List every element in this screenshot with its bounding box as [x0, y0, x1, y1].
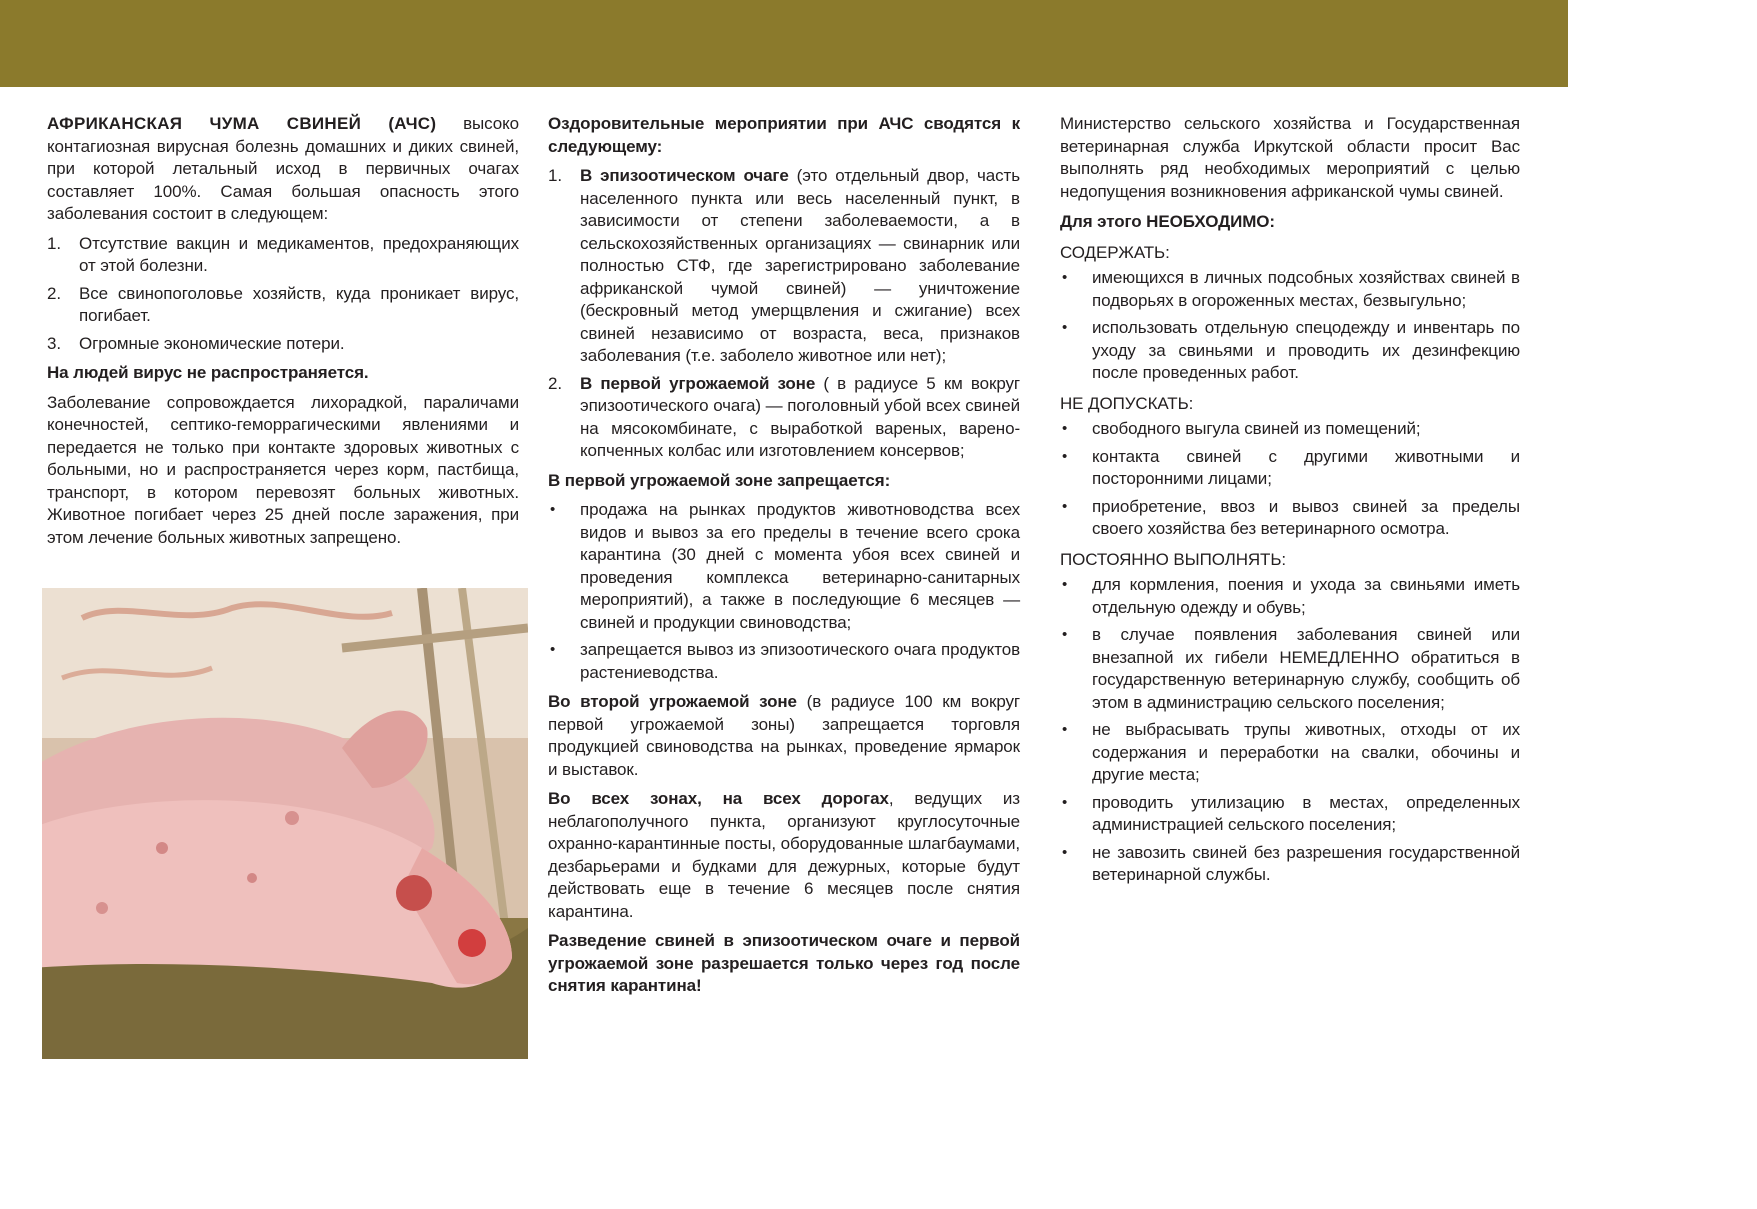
list-number: 2.: [47, 283, 61, 303]
pigs-photo: [42, 588, 528, 1059]
deny-title: НЕ ДОПУСКАТЬ:: [1060, 393, 1194, 413]
breeding-note: Разведение свиней в эпизоотическом очаге и первой угрожаемой зоне разрешается только через год после снятия карантина!: [548, 931, 1020, 995]
list-item: [47, 233, 519, 278]
list-item: [1060, 842, 1520, 887]
list-bold: В эпизоотическом очаге: [580, 166, 789, 185]
list-text: свободного выгула свиней из помещений;: [1092, 419, 1421, 438]
list-item: [47, 333, 519, 356]
bullet-icon: •: [1062, 626, 1068, 643]
zone2-paragraph: [548, 691, 1020, 781]
zone1-list: [548, 499, 1020, 684]
keep-list: [1060, 267, 1520, 385]
bullet-icon: •: [1062, 721, 1068, 738]
list-text: для кормления, поения и ухода за свиньями иметь отдельную одежду и обувь;: [1092, 575, 1520, 617]
pigs-photo-icon: [42, 588, 528, 1059]
list-number: 1.: [47, 233, 61, 253]
list-item: [548, 373, 1020, 463]
list-text: имеющихся в личных подсобных хозяйствах свиней в подворьях в огороженных местах, безвыгульно;: [1092, 268, 1520, 310]
list-text: в случае появления заболевания свиней или внезапной их гибели НЕМЕДЛЕННО обратиться в государственную ветеринарную службу, сообщить об этом в администрацию сельского поселения;: [1092, 625, 1520, 712]
zone1-title: В первой угрожаемой зоне запрещается:: [548, 470, 891, 490]
list-item: [1060, 446, 1520, 491]
column-3: [1060, 113, 1520, 894]
list-number: 1.: [548, 166, 562, 185]
bullet-icon: •: [1062, 319, 1068, 336]
no-humans-note: На людей вирус не распространяется.: [47, 363, 369, 382]
allzones-bold: Во всех зонах, на всех дорогах: [548, 789, 889, 808]
list-item: [548, 499, 1020, 634]
list-item: [1060, 496, 1520, 541]
list-text: Огромные экономические потери.: [79, 333, 345, 353]
zone2-bold: Во второй угрожаемой зоне: [548, 692, 797, 711]
bullet-icon: •: [1062, 793, 1068, 811]
list-text: проводить утилизацию в местах, определенных администрацией сельского поселения;: [1092, 792, 1520, 834]
list-item: [1060, 418, 1520, 441]
list-item: [548, 165, 1020, 368]
list-item: [1060, 267, 1520, 312]
bullet-icon: •: [1062, 269, 1068, 286]
list-bold: В первой угрожаемой зоне: [580, 373, 816, 393]
list-text: не выбрасывать трупы животных, отходы от их содержания и переработки на свалки, обочины и другие места;: [1092, 720, 1520, 784]
list-item: [1060, 317, 1520, 385]
list-item: [1060, 719, 1520, 787]
list-text: Все свинопоголовье хозяйств, куда проникает вирус, погибает.: [79, 283, 519, 325]
list-text: использовать отдельную спецодежду и инвентарь по уходу за свиньями и проводить их дезинфекцию после проведенных работ.: [1092, 318, 1520, 382]
list-text: (это отдельный двор, часть населенного пункта или весь населенный пункт, в зависимости от степени заболеваемости, а в сельскохозяйственных организациях — свинарник или полностью СТФ, где зарегистрировано заболевание африканской чумой свиней) — уничтожение (бескровный метод умерщвления и сжигание) всех свиней независимо от возраста, веса, признаков заболевания (т.е. заболело животное или нет);: [580, 166, 1020, 365]
list-item: [47, 283, 519, 328]
allzones-text: , ведущих из неблагополучного пункта, организуют круглосуточные охранно-карантинные посты, оборудованные шлагбаумами, дезбарьерами и будками для дежурных, которые будут действовать еще в течение 6 месяцев после снятия карантина.: [548, 789, 1020, 921]
intro-text: высоко контагиозная вирусная болезнь домашних и диких свиней, при которой летальный исход в первичных очагах составляет 100%. Самая большая опасность этого заболевания состоит в следующем:: [47, 114, 519, 223]
list-item: [1060, 792, 1520, 837]
bullet-icon: •: [550, 501, 556, 518]
bullet-icon: •: [1062, 497, 1068, 515]
list-text: не завозить свиней без разрешения государственной ветеринарной службы.: [1092, 842, 1520, 884]
bullet-icon: •: [550, 641, 556, 658]
ministry-intro: Министерство сельского хозяйства и Государственная ветеринарная служба Иркутской области просит Вас выполнять ряд необходимых мероприятий с целью недопущения возникновения африканской чумы свиней.: [1060, 114, 1520, 201]
list-text: Отсутствие вакцин и медикаментов, предохраняющих от этой болезни.: [79, 233, 519, 275]
header-band: [0, 0, 1568, 87]
list-number: 2.: [548, 373, 562, 393]
bullet-icon: •: [1062, 420, 1068, 437]
list-text: контакта свиней с другими животными и посторонними лицами;: [1092, 446, 1520, 488]
keep-title: СОДЕРЖАТЬ:: [1060, 242, 1170, 262]
list-text: приобретение, ввоз и вывоз свиней за пределы своего хозяйства без ветеринарного осмотра.: [1092, 496, 1520, 538]
bullet-icon: •: [1062, 843, 1068, 861]
column-2: [548, 113, 1020, 1005]
zone2-text: (в радиусе 100 км вокруг первой угрожаемой зоны) запрещается торговля продукцией свиноводства на рынках, проведение ярмарок и выставок.: [548, 692, 1021, 779]
always-list: [1060, 574, 1520, 887]
measures-title: Оздоровительные мероприятии при АЧС сводятся к следующему:: [548, 114, 1020, 156]
list-text: запрещается вывоз из эпизоотического очага продуктов растениеводства.: [580, 640, 1020, 682]
bullet-icon: •: [1062, 447, 1068, 465]
list-number: 3.: [47, 333, 61, 353]
always-title: ПОСТОЯННО ВЫПОЛНЯТЬ:: [1060, 549, 1287, 569]
intro-title: АФРИКАНСКАЯ ЧУМА СВИНЕЙ (АЧС): [47, 114, 437, 133]
list-item: [1060, 624, 1520, 714]
column-1: [47, 113, 519, 556]
necessary-title: Для этого НЕОБХОДИМО:: [1060, 212, 1275, 231]
list-text: продажа на рынках продуктов животноводства всех видов и вывоз за его пределы в течение всего срока карантина (30 дней с момента убоя всех свиней и проведения комплекса ветеринарно-санитарных мероприятий), а также в последующие 6 месяцев — свиней и продукции свиноводства;: [580, 500, 1020, 632]
intro-paragraph: [47, 113, 519, 226]
list-text: ( в радиусе 5 км вокруг эпизоотического очага) — поголовный убой всех свиней на мясокомбинате, с выработкой вареных, варено-копченных колбас или изготовлением консервов;: [580, 373, 1021, 460]
deny-list: [1060, 418, 1520, 541]
measures-list: [548, 165, 1020, 463]
list-item: [1060, 574, 1520, 619]
dangers-list: [47, 233, 519, 356]
allzones-paragraph: [548, 788, 1020, 923]
list-item: [548, 639, 1020, 684]
disease-paragraph: Заболевание сопровождается лихорадкой, параличами конечностей, септико-геморрагическими явлениями и передается не только при контакте здоровых животных с больными, но и распространяется через корм, пастбища, транспорт, в котором перевозят больных животных. Животное погибает через 25 дней после заражения, при этом лечение больных животных запрещено.: [47, 392, 519, 547]
bullet-icon: •: [1062, 576, 1068, 593]
